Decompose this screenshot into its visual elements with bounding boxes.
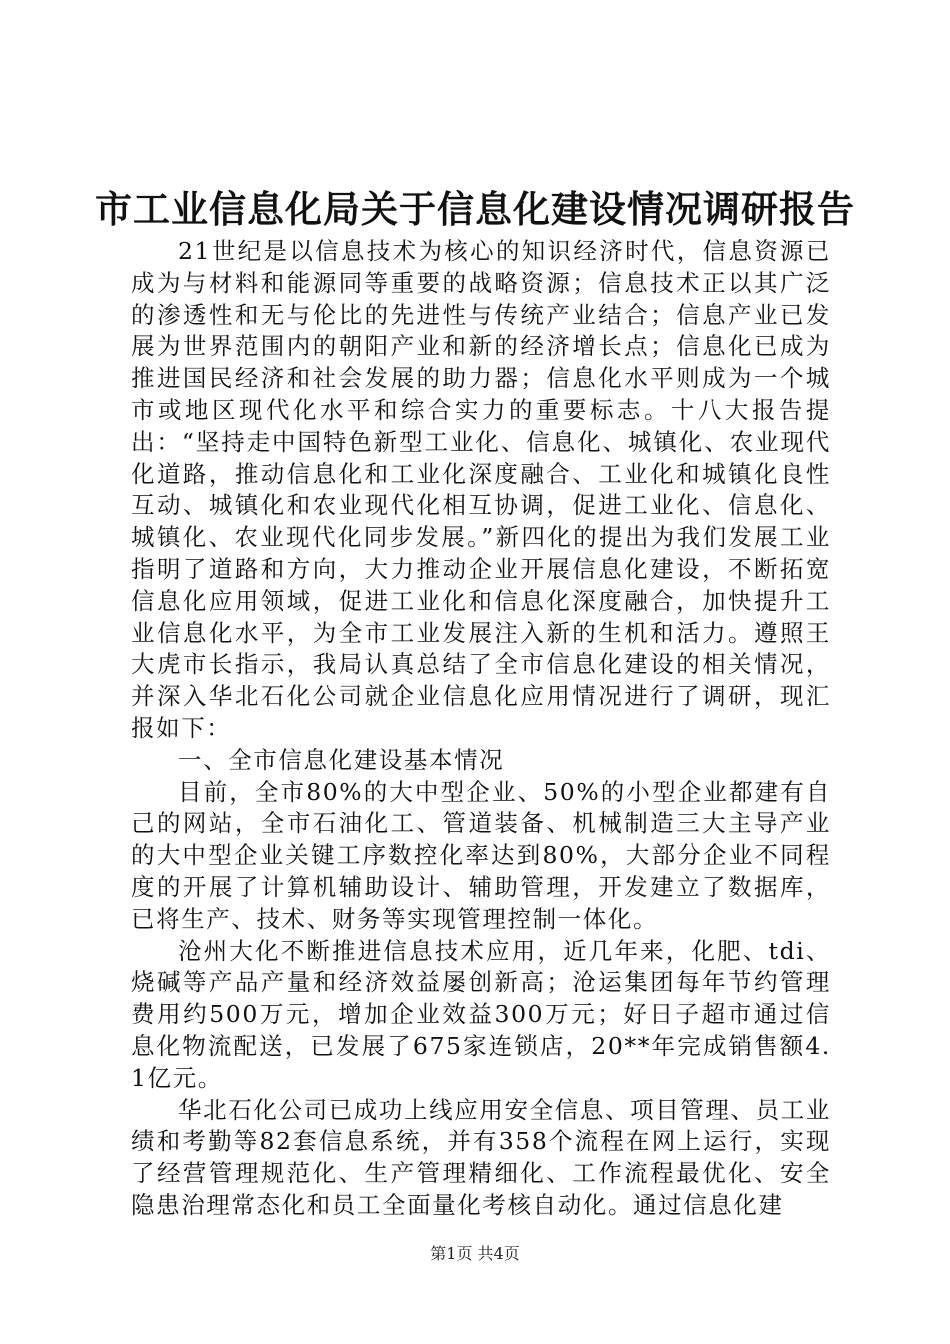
section-heading: 一、全市信息化建设基本情况 xyxy=(178,745,505,774)
paragraph-intro: 21世纪是以信息技术为核心的知识经济时代，信息资源已成为与材料和能源同等重要的战略资源；信息技术正以其广泛的渗透性和无与伦比的先进性与传统产业结合；信息产业已发展为世界范围内的朝阳产业和新的经济增长点；信息化已成为推进国民经济和社会发展的助力器；信息化水平则成为一个城市或地区现代化水平和综合实力的重要标志。十八大报告提出：“坚持走中国特色新型工业化、信息化、城镇化、农业现代化道路，推动信息化和工业化深度融合、工业化和城镇化良性互动、城镇化和农业现代化相互协调，促进工业化、信息化、城镇化、农业现代化同步发展。”新四化的提出为我们发展工业指明了道路和方向，大力推动企业开展信息化建设，不断拓宽信息化应用领域，促进工业化和信息化深度融合，加快提升工业信息化水平，为全市工业发展注入新的生机和活力。遵照王大虎市长指示，我局认真总结了全市信息化建设的相关情况，并深入华北石化公司就企业信息化应用情况进行了调研，现汇报如下： xyxy=(131,237,831,742)
paragraph-cangzhou: 沧州大化不断推进信息技术应用，近几年来，化肥、tdi、烧碱等产品产量和经济效益屡创新高；沧运集团每年节约管理费用约500万元，增加企业效益300万元；好日子超市通过信息化物流配送，已发展了675家连锁店，20**年完成销售额4.1亿元。 xyxy=(131,936,831,1092)
paragraph-overview: 目前，全市80%的大中型企业、50%的小型企业都建有自己的网站，全市石油化工、管道装备、机械制造三大主导产业的大中型企业关键工序数控化率达到80%，大部分企业不同程度的开展了计算机辅助设计、辅助管理，开发建立了数据库，已将生产、技术、财务等实现管理控制一体化。 xyxy=(131,777,831,933)
paragraph-huabei: 华北石化公司已成功上线应用安全信息、项目管理、员工业绩和考勤等82套信息系统，并有358个流程在网上运行，实现了经营管理规范化、生产管理精细化、工作流程最优化、安全隐患治理常态化和员工全面量化考核自动化。通过信息化建 xyxy=(131,1095,831,1219)
page-number: 第1页 共4页 xyxy=(430,1244,520,1263)
document-body xyxy=(131,236,831,1222)
document-title: 市工业信息化局关于信息化建设情况调研报告 xyxy=(95,187,855,231)
